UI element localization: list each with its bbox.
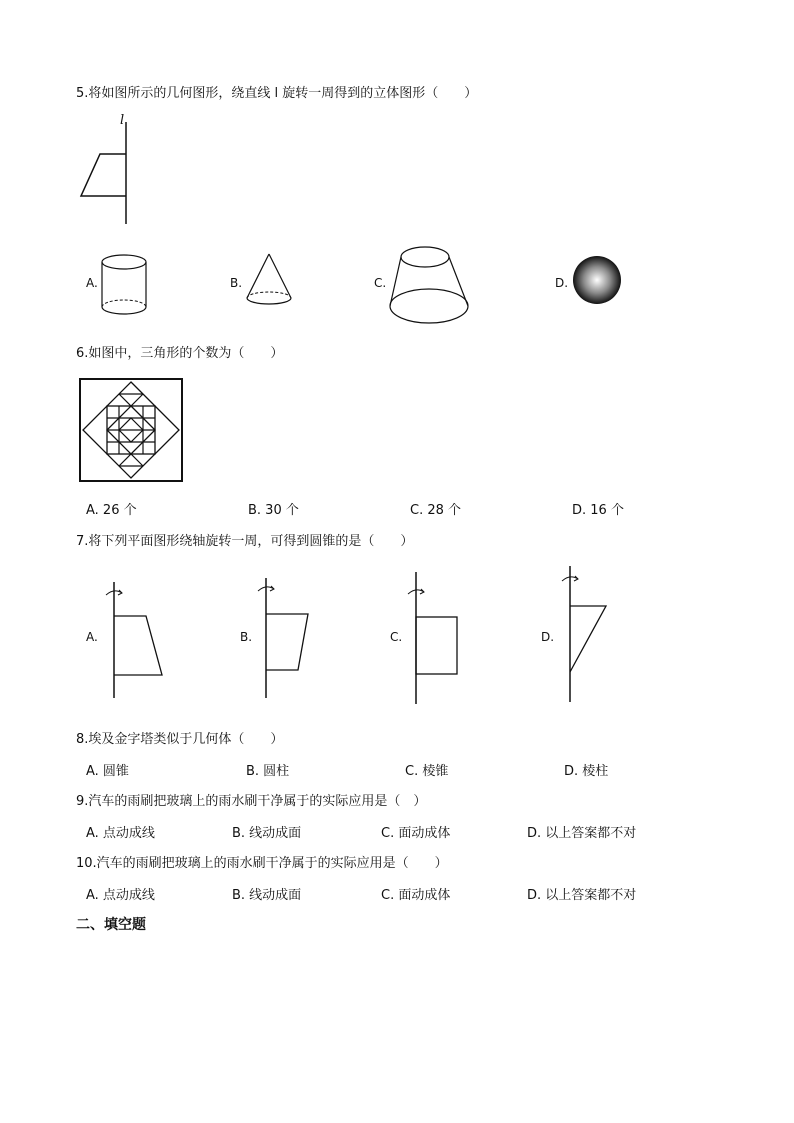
q7-figure-b-trapezoid — [252, 576, 322, 702]
sphere-icon — [572, 256, 626, 310]
q5-option-a-label[interactable]: A. — [86, 276, 98, 290]
q8-option-c[interactable]: C. 棱锥 — [405, 764, 449, 779]
question-5-text: 5.将如图所示的几何图形，绕直线 l 旋转一周得到的立体图形（ ） — [76, 86, 478, 101]
q6-option-a[interactable]: A. 26 个 — [86, 503, 137, 518]
q7-option-a-label[interactable]: A. — [86, 630, 98, 644]
q5-option-b-label[interactable]: B. — [230, 276, 243, 290]
question-8-text: 8.埃及金字塔类似于几何体（ ） — [76, 732, 284, 747]
q6-option-d[interactable]: D. 16 个 — [572, 503, 624, 518]
q10-option-a[interactable]: A. 点动成线 — [86, 888, 155, 903]
q7-figure-d-triangle — [556, 564, 626, 706]
q5-option-c-label[interactable]: C. — [374, 276, 387, 290]
q6-triangle-figure — [79, 378, 185, 484]
q7-option-d-label[interactable]: D. — [541, 630, 555, 644]
q8-option-b[interactable]: B. 圆柱 — [246, 764, 290, 779]
q10-option-c[interactable]: C. 面动成体 — [381, 888, 451, 903]
cylinder-icon — [100, 252, 150, 322]
q7-figure-c-rectangle — [402, 570, 472, 708]
q6-option-b[interactable]: B. 30 个 — [248, 503, 299, 518]
axis-label-l: l — [120, 113, 125, 128]
q9-option-c[interactable]: C. 面动成体 — [381, 826, 451, 841]
question-10-text: 10.汽车的雨刷把玻璃上的雨水刷干净属于的实际应用是（ ） — [76, 856, 448, 871]
q10-option-b[interactable]: B. 线动成面 — [232, 888, 302, 903]
q6-option-c[interactable]: C. 28 个 — [410, 503, 462, 518]
q7-option-c-label[interactable]: C. — [390, 630, 403, 644]
question-9-text: 9.汽车的雨刷把玻璃上的雨水刷干净属于的实际应用是（ ） — [76, 794, 427, 809]
question-7-text: 7.将下列平面图形绕轴旋转一周，可得到圆锥的是（ ） — [76, 534, 414, 549]
q8-option-a[interactable]: A. 圆锥 — [86, 764, 129, 779]
section-2-heading: 二、填空题 — [76, 917, 146, 933]
q9-option-b[interactable]: B. 线动成面 — [232, 826, 302, 841]
q8-option-d[interactable]: D. 棱柱 — [564, 764, 609, 779]
q10-option-d[interactable]: D. 以上答案都不对 — [527, 888, 637, 903]
q7-figure-a-trapezoid — [100, 580, 170, 702]
cone-icon — [244, 252, 294, 312]
q5-trapezoid-figure — [76, 112, 136, 227]
question-6-text: 6.如图中，三角形的个数为（ ） — [76, 346, 284, 361]
q5-option-d-label[interactable]: D. — [555, 276, 569, 290]
q7-option-b-label[interactable]: B. — [240, 630, 253, 644]
frustum-icon — [388, 244, 472, 328]
q9-option-d[interactable]: D. 以上答案都不对 — [527, 826, 637, 841]
q9-option-a[interactable]: A. 点动成线 — [86, 826, 155, 841]
